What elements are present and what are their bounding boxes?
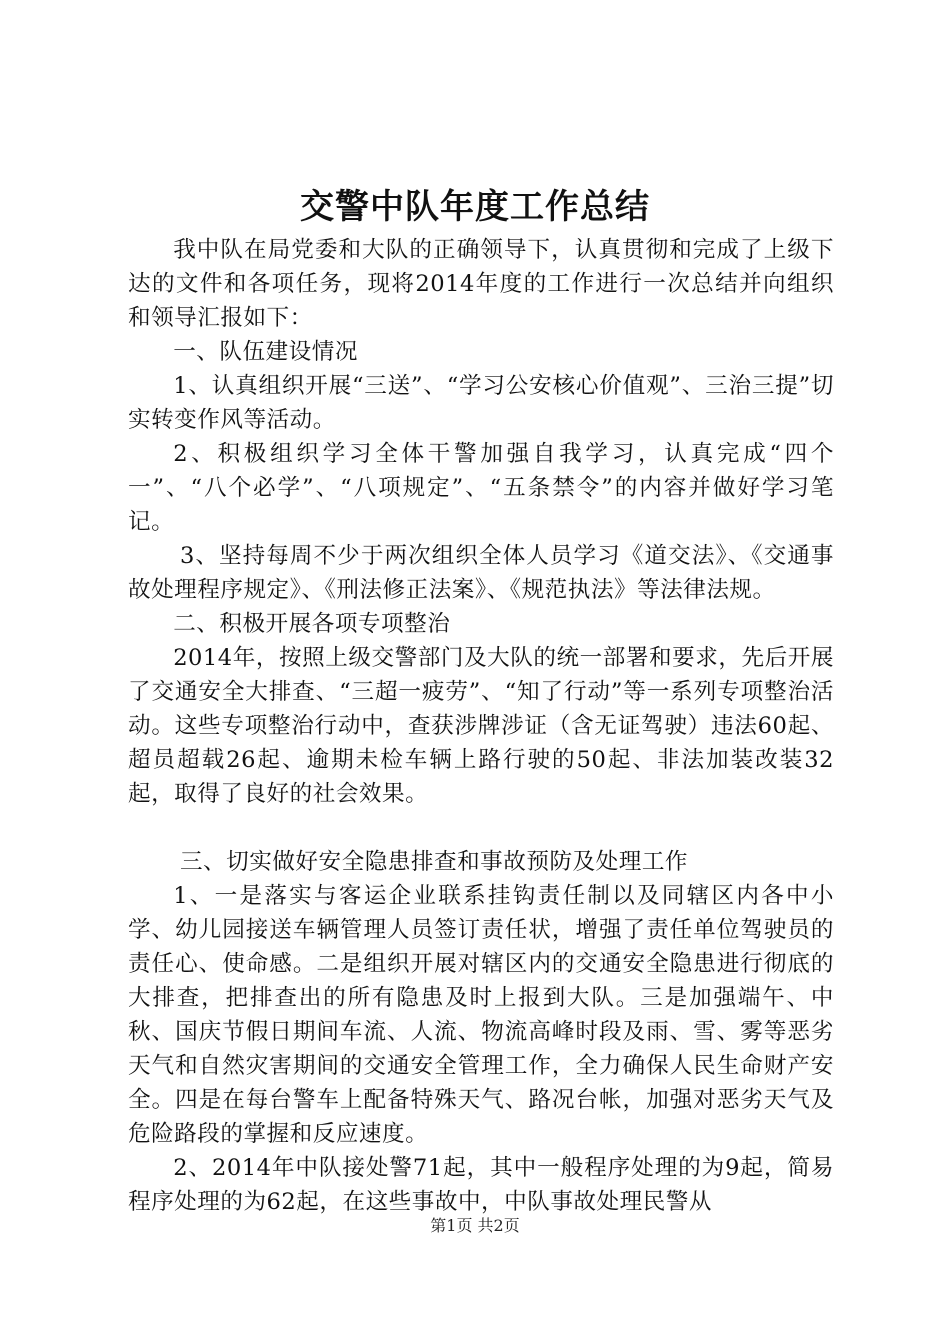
section-heading-team-building: 一、队伍建设情况 — [173, 339, 358, 365]
document-body — [128, 233, 834, 1219]
special-campaigns-paragraph: 2014年，按照上级交警部门及大队的统一部署和要求，先后开展了交通安全大排查、“三超一疲劳”、“知了行动”等一系列专项整治活动。这些专项整治行动中，查获涉牌涉证（含无证驾驶）违法60起、超员超载26起、逾期未检车辆上路行驶的50起、非法加装改装32起，取得了良好的社会效果。 — [128, 645, 834, 807]
team-item-3: 3、坚持每周不少于两次组织全体人员学习《道交法》、《交通事故处理程序规定》、《刑法修正法案》、《规范执法》等法律法规。 — [128, 543, 834, 603]
team-item-2: 2、积极组织学习全体干警加强自我学习，认真完成“四个一”、“八个必学”、“八项规定”、“五条禁令”的内容并做好学习笔记。 — [128, 441, 834, 535]
document-title: 交警中队年度工作总结 — [300, 187, 650, 227]
team-item-1: 1、认真组织开展“三送”、“学习公安核心价值观”、三治三提”切实转变作风等活动。 — [128, 373, 834, 433]
paragraph-spacer — [128, 811, 834, 845]
section-heading-safety-hazards: 三、切实做好安全隐患排查和事故预防及处理工作 — [179, 849, 689, 875]
page-footer: 第1页 共2页 — [430, 1216, 520, 1235]
safety-item-2: 2、2014年中队接处警71起，其中一般程序处理的为9起，简易程序处理的为62起，在这些事故中，中队事故处理民警从 — [128, 1155, 834, 1215]
safety-item-1: 1、一是落实与客运企业联系挂钩责任制以及同辖区内各中小学、幼儿园接送车辆管理人员签订责任状，增强了责任单位驾驶员的责任心、使命感。二是组织开展对辖区内的交通安全隐患进行彻底的大排查，把排查出的所有隐患及时上报到大队。三是加强端午、中秋、国庆节假日期间车流、人流、物流高峰时段及雨、雪、雾等恶劣天气和自然灾害期间的交通安全管理工作，全力确保人民生命财产安全。四是在每台警车上配备特殊天气、路况台帐，加强对恶劣天气及危险路段的掌握和反应速度。 — [128, 883, 834, 1147]
section-heading-special-campaigns: 二、积极开展各项专项整治 — [173, 611, 451, 637]
intro-paragraph: 我中队在局党委和大队的正确领导下，认真贯彻和完成了上级下达的文件和各项任务，现将2014年度的工作进行一次总结并向组织和领导汇报如下： — [128, 237, 834, 331]
